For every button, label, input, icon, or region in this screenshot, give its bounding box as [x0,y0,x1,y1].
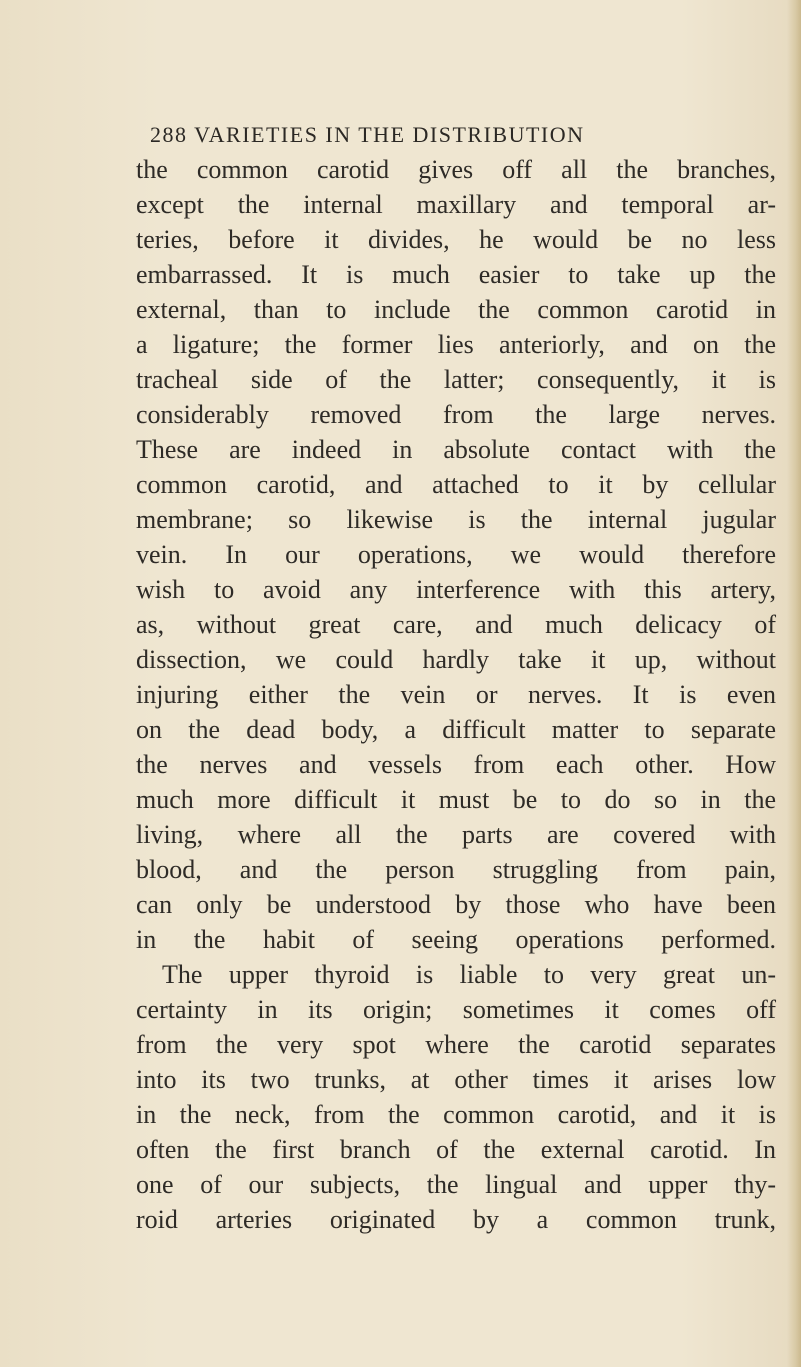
text-line: a ligature; the former lies anteriorly, and on the [136,330,776,359]
text-line: often the first branch of the external carotid. In [136,1135,776,1164]
text-line: the common carotid gives off all the branches, [136,155,776,184]
text-line: blood, and the person struggling from pain, [136,855,776,884]
text-line: in the habit of seeing operations performed. [136,925,776,954]
text-line: as, without great care, and much delicacy of [136,610,776,639]
text-line: from the very spot where the carotid separates [136,1030,776,1059]
text-line: external, than to include the common carotid in [136,295,776,324]
text-line: wish to avoid any interference with this artery, [136,575,776,604]
text-line: common carotid, and attached to it by cellular [136,470,776,499]
page-number: 288 [150,122,188,147]
text-line: one of our subjects, the lingual and upper thy- [136,1170,776,1199]
text-line: except the internal maxillary and temporal ar- [136,190,776,219]
text-line: on the dead body, a difficult matter to separate [136,715,776,744]
running-title: VARIETIES IN THE DISTRIBUTION [194,122,585,147]
text-line: considerably removed from the large nerves. [136,400,776,429]
text-line: dissection, we could hardly take it up, without [136,645,776,674]
body-text [136,152,776,1237]
text-line: living, where all the parts are covered with [136,820,776,849]
text-line: These are indeed in absolute contact with the [136,435,776,464]
page-edge-shadow [787,0,801,1367]
text-line: tracheal side of the latter; consequently, it is [136,365,776,394]
text-line: certainty in its origin; sometimes it comes off [136,995,776,1024]
text-line: into its two trunks, at other times it arises low [136,1065,776,1094]
text-line: much more difficult it must be to do so in the [136,785,776,814]
text-line: teries, before it divides, he would be no less [136,225,776,254]
text-line: injuring either the vein or nerves. It is even [136,680,776,709]
running-header [150,122,585,148]
text-line: roid arteries originated by a common trunk, [136,1205,776,1234]
text-line: The upper thyroid is liable to very great un- [162,960,776,989]
text-line: in the neck, from the common carotid, and it is [136,1100,776,1129]
text-line: embarrassed. It is much easier to take up the [136,260,776,289]
text-line: membrane; so likewise is the internal jugular [136,505,776,534]
text-line: the nerves and vessels from each other. How [136,750,776,779]
text-line: can only be understood by those who have been [136,890,776,919]
text-line: vein. In our operations, we would therefore [136,540,776,569]
